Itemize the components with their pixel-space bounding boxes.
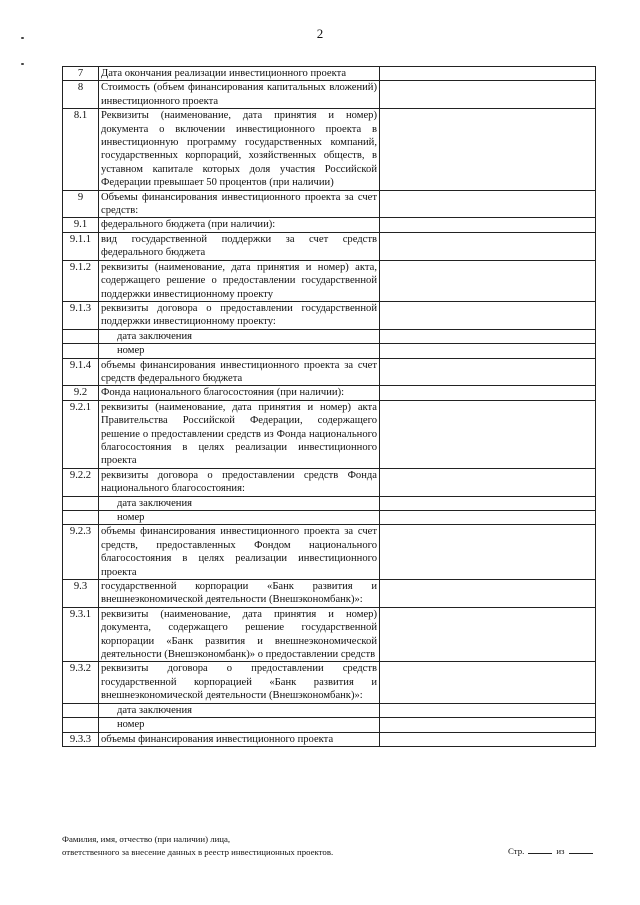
row-value-cell[interactable] — [380, 232, 596, 260]
row-description: государственной корпорации «Банк развития и внешнеэкономической деятельности (Внешэкономбанк)»: — [99, 580, 380, 608]
table-row — [63, 67, 596, 81]
page-blank-field[interactable] — [528, 845, 552, 854]
table-row — [63, 81, 596, 109]
row-description: объемы финансирования инвестиционного проекта за счет средств, предоставленных Фондом национального благосостояния в целях реализации инвестиционного проекта — [99, 525, 380, 580]
row-description: реквизиты договора о предоставлении средств Фонда национального благосостояния: — [99, 468, 380, 496]
row-value-cell[interactable] — [380, 718, 596, 732]
row-value-cell[interactable] — [380, 386, 596, 400]
row-description: реквизиты (наименование, дата принятия и номер) акта, содержащего решение о предоставлении государственной поддержки инвестиционному проекту — [99, 260, 380, 301]
row-value-cell[interactable] — [380, 496, 596, 510]
row-description: номер — [99, 718, 380, 732]
row-value-cell[interactable] — [380, 703, 596, 717]
row-value-cell[interactable] — [380, 400, 596, 468]
row-value-cell[interactable] — [380, 358, 596, 386]
row-description: дата заключения — [99, 496, 380, 510]
table-row — [63, 358, 596, 386]
page-label: Стр. — [508, 846, 525, 856]
row-description: дата заключения — [99, 703, 380, 717]
of-label: из — [556, 846, 565, 856]
row-number: 9.1.2 — [63, 260, 99, 301]
row-description: вид государственной поддержки за счет средств федерального бюджета — [99, 232, 380, 260]
row-number — [63, 718, 99, 732]
table-row — [63, 468, 596, 496]
investment-project-table — [62, 66, 596, 747]
row-description: номер — [99, 511, 380, 525]
footer-note — [62, 833, 333, 858]
row-number: 9.2 — [63, 386, 99, 400]
row-description: реквизиты договора о предоставлении средств государственной корпорацией «Банк развития и внешнеэкономической деятельности (Внешэкономбанк)»: — [99, 662, 380, 703]
row-value-cell[interactable] — [380, 190, 596, 218]
row-number: 9.2.2 — [63, 468, 99, 496]
row-number: 9.2.1 — [63, 400, 99, 468]
table-row — [63, 386, 596, 400]
row-number: 9.1.3 — [63, 301, 99, 329]
row-value-cell[interactable] — [380, 329, 596, 343]
table-row — [63, 580, 596, 608]
row-value-cell[interactable] — [380, 732, 596, 746]
table-row — [63, 718, 596, 732]
row-number: 9.1.1 — [63, 232, 99, 260]
row-description: федерального бюджета (при наличии): — [99, 218, 380, 232]
table-row — [63, 496, 596, 510]
row-description: объемы финансирования инвестиционного проекта — [99, 732, 380, 746]
table-row — [63, 232, 596, 260]
row-value-cell[interactable] — [380, 301, 596, 329]
table-row — [63, 190, 596, 218]
row-description: Фонда национального благосостояния (при наличии): — [99, 386, 380, 400]
row-value-cell[interactable] — [380, 580, 596, 608]
row-number — [63, 329, 99, 343]
scan-mark — [21, 63, 24, 65]
row-description: номер — [99, 344, 380, 358]
table-row — [63, 260, 596, 301]
scan-mark — [21, 37, 24, 39]
row-number: 8 — [63, 81, 99, 109]
row-number: 9.1.4 — [63, 358, 99, 386]
row-value-cell[interactable] — [380, 344, 596, 358]
row-description: реквизиты (наименование, дата принятия и номер) документа, содержащего решение государственной корпорации «Банк развития и внешнеэкономической деятельности (Внешэкономбанк)» о предоставлении средств — [99, 607, 380, 662]
row-number — [63, 511, 99, 525]
row-number: 8.1 — [63, 109, 99, 190]
row-value-cell[interactable] — [380, 67, 596, 81]
row-description: Стоимость (объем финансирования капитальных вложений) инвестиционного проекта — [99, 81, 380, 109]
row-value-cell[interactable] — [380, 109, 596, 190]
row-number: 7 — [63, 67, 99, 81]
row-value-cell[interactable] — [380, 511, 596, 525]
row-number: 9.3.1 — [63, 607, 99, 662]
row-value-cell[interactable] — [380, 81, 596, 109]
table-row — [63, 329, 596, 343]
row-value-cell[interactable] — [380, 607, 596, 662]
table-row — [63, 301, 596, 329]
row-number: 9.1 — [63, 218, 99, 232]
table-row — [63, 511, 596, 525]
table-row — [63, 607, 596, 662]
table-row — [63, 525, 596, 580]
row-value-cell[interactable] — [380, 468, 596, 496]
row-value-cell[interactable] — [380, 662, 596, 703]
row-description: объемы финансирования инвестиционного проекта за счет средств федерального бюджета — [99, 358, 380, 386]
row-description: Дата окончания реализации инвестиционного проекта — [99, 67, 380, 81]
row-number: 9.3.3 — [63, 732, 99, 746]
row-number: 9.2.3 — [63, 525, 99, 580]
total-blank-field[interactable] — [569, 845, 593, 854]
row-description: дата заключения — [99, 329, 380, 343]
row-description: реквизиты (наименование, дата принятия и номер) акта Правительства Российской Федерации, содержащего решение о предоставлении средств из Фонда национального благосостояния в целях реализации инвестиционного проекта — [99, 400, 380, 468]
row-value-cell[interactable] — [380, 525, 596, 580]
table-row — [63, 109, 596, 190]
row-number — [63, 496, 99, 510]
footer-line-2: ответственного за внесение данных в реестр инвестиционных проектов. — [62, 846, 334, 857]
row-value-cell[interactable] — [380, 260, 596, 301]
table-row — [63, 344, 596, 358]
row-number: 9.3 — [63, 580, 99, 608]
row-description: реквизиты договора о предоставлении государственной поддержки инвестиционному проекту: — [99, 301, 380, 329]
page-counter — [508, 845, 597, 856]
row-number: 9.3.2 — [63, 662, 99, 703]
row-value-cell[interactable] — [380, 218, 596, 232]
row-description: Объемы финансирования инвестиционного проекта за счет средств: — [99, 190, 380, 218]
table-row — [63, 662, 596, 703]
table-row — [63, 218, 596, 232]
table-row — [63, 703, 596, 717]
row-number — [63, 703, 99, 717]
table-row — [63, 732, 596, 746]
row-number — [63, 344, 99, 358]
row-description: Реквизиты (наименование, дата принятия и номер) документа о включении инвестиционного проекта в инвестиционную программу государственных компаний, государственных корпораций, хозяйственных обществ, в уставном капитале которых доля участия Российской Федерации превышает 50 процентов (при наличии) — [99, 109, 380, 190]
row-number: 9 — [63, 190, 99, 218]
footer-line-1: Фамилия, имя, отчество (при наличии) лица, — [62, 834, 231, 844]
table-row — [63, 400, 596, 468]
page-number: 2 — [316, 26, 324, 41]
